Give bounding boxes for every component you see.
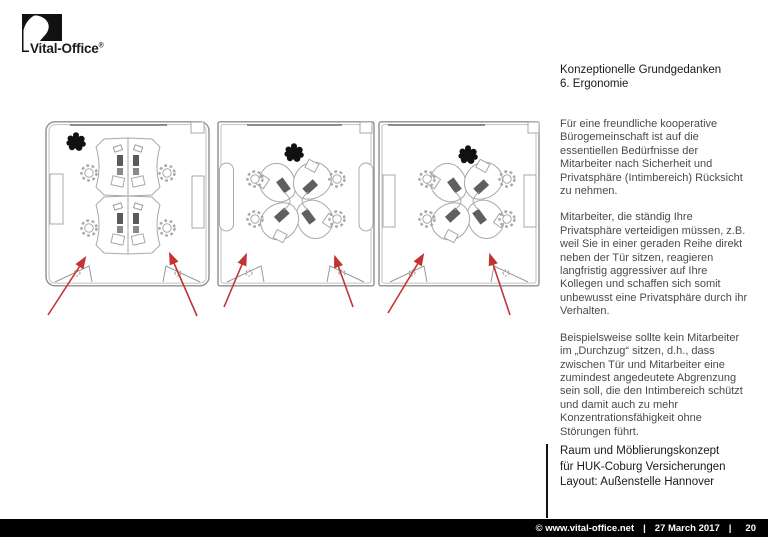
entry-arrow [335, 257, 353, 307]
office-chair-icon [82, 166, 97, 181]
cabinet [192, 176, 204, 228]
entry-arrow [170, 254, 197, 316]
body-text [560, 118, 753, 439]
workstation-cluster [423, 155, 512, 248]
floorplan-room-2 [218, 122, 374, 307]
paragraph-2: Mitarbeiter, die ständig Ihre Privatsphäre verteidigen müssen, z.B. weil Sie in einer geraden Reihe direkt neben der Tür sitzen, reagieren langfristig aggressiver auf Ihre Kollegen und schaffen sich somit unbewusst eine Privatsphäre durch ihr Verhalten. [560, 211, 748, 318]
project-line2: für HUK-Coburg Versicherungen [560, 460, 726, 473]
office-chair-icon [160, 166, 175, 181]
text-column [560, 63, 753, 452]
wall-notch [528, 122, 539, 133]
entry-arrow [388, 255, 423, 313]
project-block [546, 444, 758, 518]
door-swing [327, 266, 364, 282]
footer-bar [0, 519, 768, 537]
entry-arrow [224, 255, 246, 307]
workstation-cluster [252, 155, 341, 248]
office-chair-icon [248, 212, 263, 227]
vital-office-logo [22, 14, 222, 58]
cabinet [220, 163, 234, 231]
wall-notch [360, 122, 372, 133]
slide-title-line1: Konzeptionelle Grundgedanken [560, 64, 722, 76]
logo-wordmark [29, 41, 106, 56]
footer-separator: | [728, 522, 732, 534]
cabinet [50, 174, 63, 224]
door-swing [227, 266, 264, 282]
registered-mark: ® [98, 42, 104, 50]
footer-date: 27 March 2017 [654, 522, 720, 534]
project-line3: Layout: Außenstelle Hannover [560, 476, 715, 488]
wall-notch [191, 122, 204, 133]
plant-icon [284, 143, 303, 162]
footer-copyright: © www.vital-office.net [535, 522, 635, 534]
cabinet [383, 175, 395, 227]
plant-icon [458, 145, 477, 164]
door-swing [55, 266, 92, 282]
plant-icon [66, 132, 85, 151]
footer-separator: | [643, 522, 646, 534]
cabinet [524, 175, 536, 227]
workstation-cluster [82, 138, 175, 254]
floorplan-room-1 [46, 122, 209, 316]
entry-arrow [490, 255, 510, 315]
slide-title-line2: 6. Ergonomie [560, 78, 629, 90]
project-line1: Raum und Möblierungskonzept [560, 445, 720, 457]
footer-page-number: 20 [745, 522, 756, 534]
floorplan-drawings [45, 121, 545, 318]
paragraph-1: Für eine freundliche kooperative Bürogemeinschaft ist auf die essentiellen Bedürfnisse der Mitarbeiter nach Sicherheit und Privatsphäre (Intimbereich) Rücksicht zu nehmen. [560, 118, 743, 198]
floorplan-room-3 [379, 122, 539, 315]
slide-title [560, 63, 753, 91]
brand-name: Vital-Office [30, 41, 99, 56]
paragraph-3: Beispielsweise sollte kein Mitarbeiter im „Durchzug“ sitzen, d.h., dass zwischen Tür und Mitarbeiter eine zumindest angedeutete Abgrenzung sein soll, die den Intimbereich schützt und damit auch zu mehr Konzentrationsfähigkeit ohne Störungen führt. [560, 331, 743, 438]
cabinet [359, 163, 373, 231]
office-chair-icon [82, 221, 97, 236]
office-chair-icon [160, 221, 175, 236]
